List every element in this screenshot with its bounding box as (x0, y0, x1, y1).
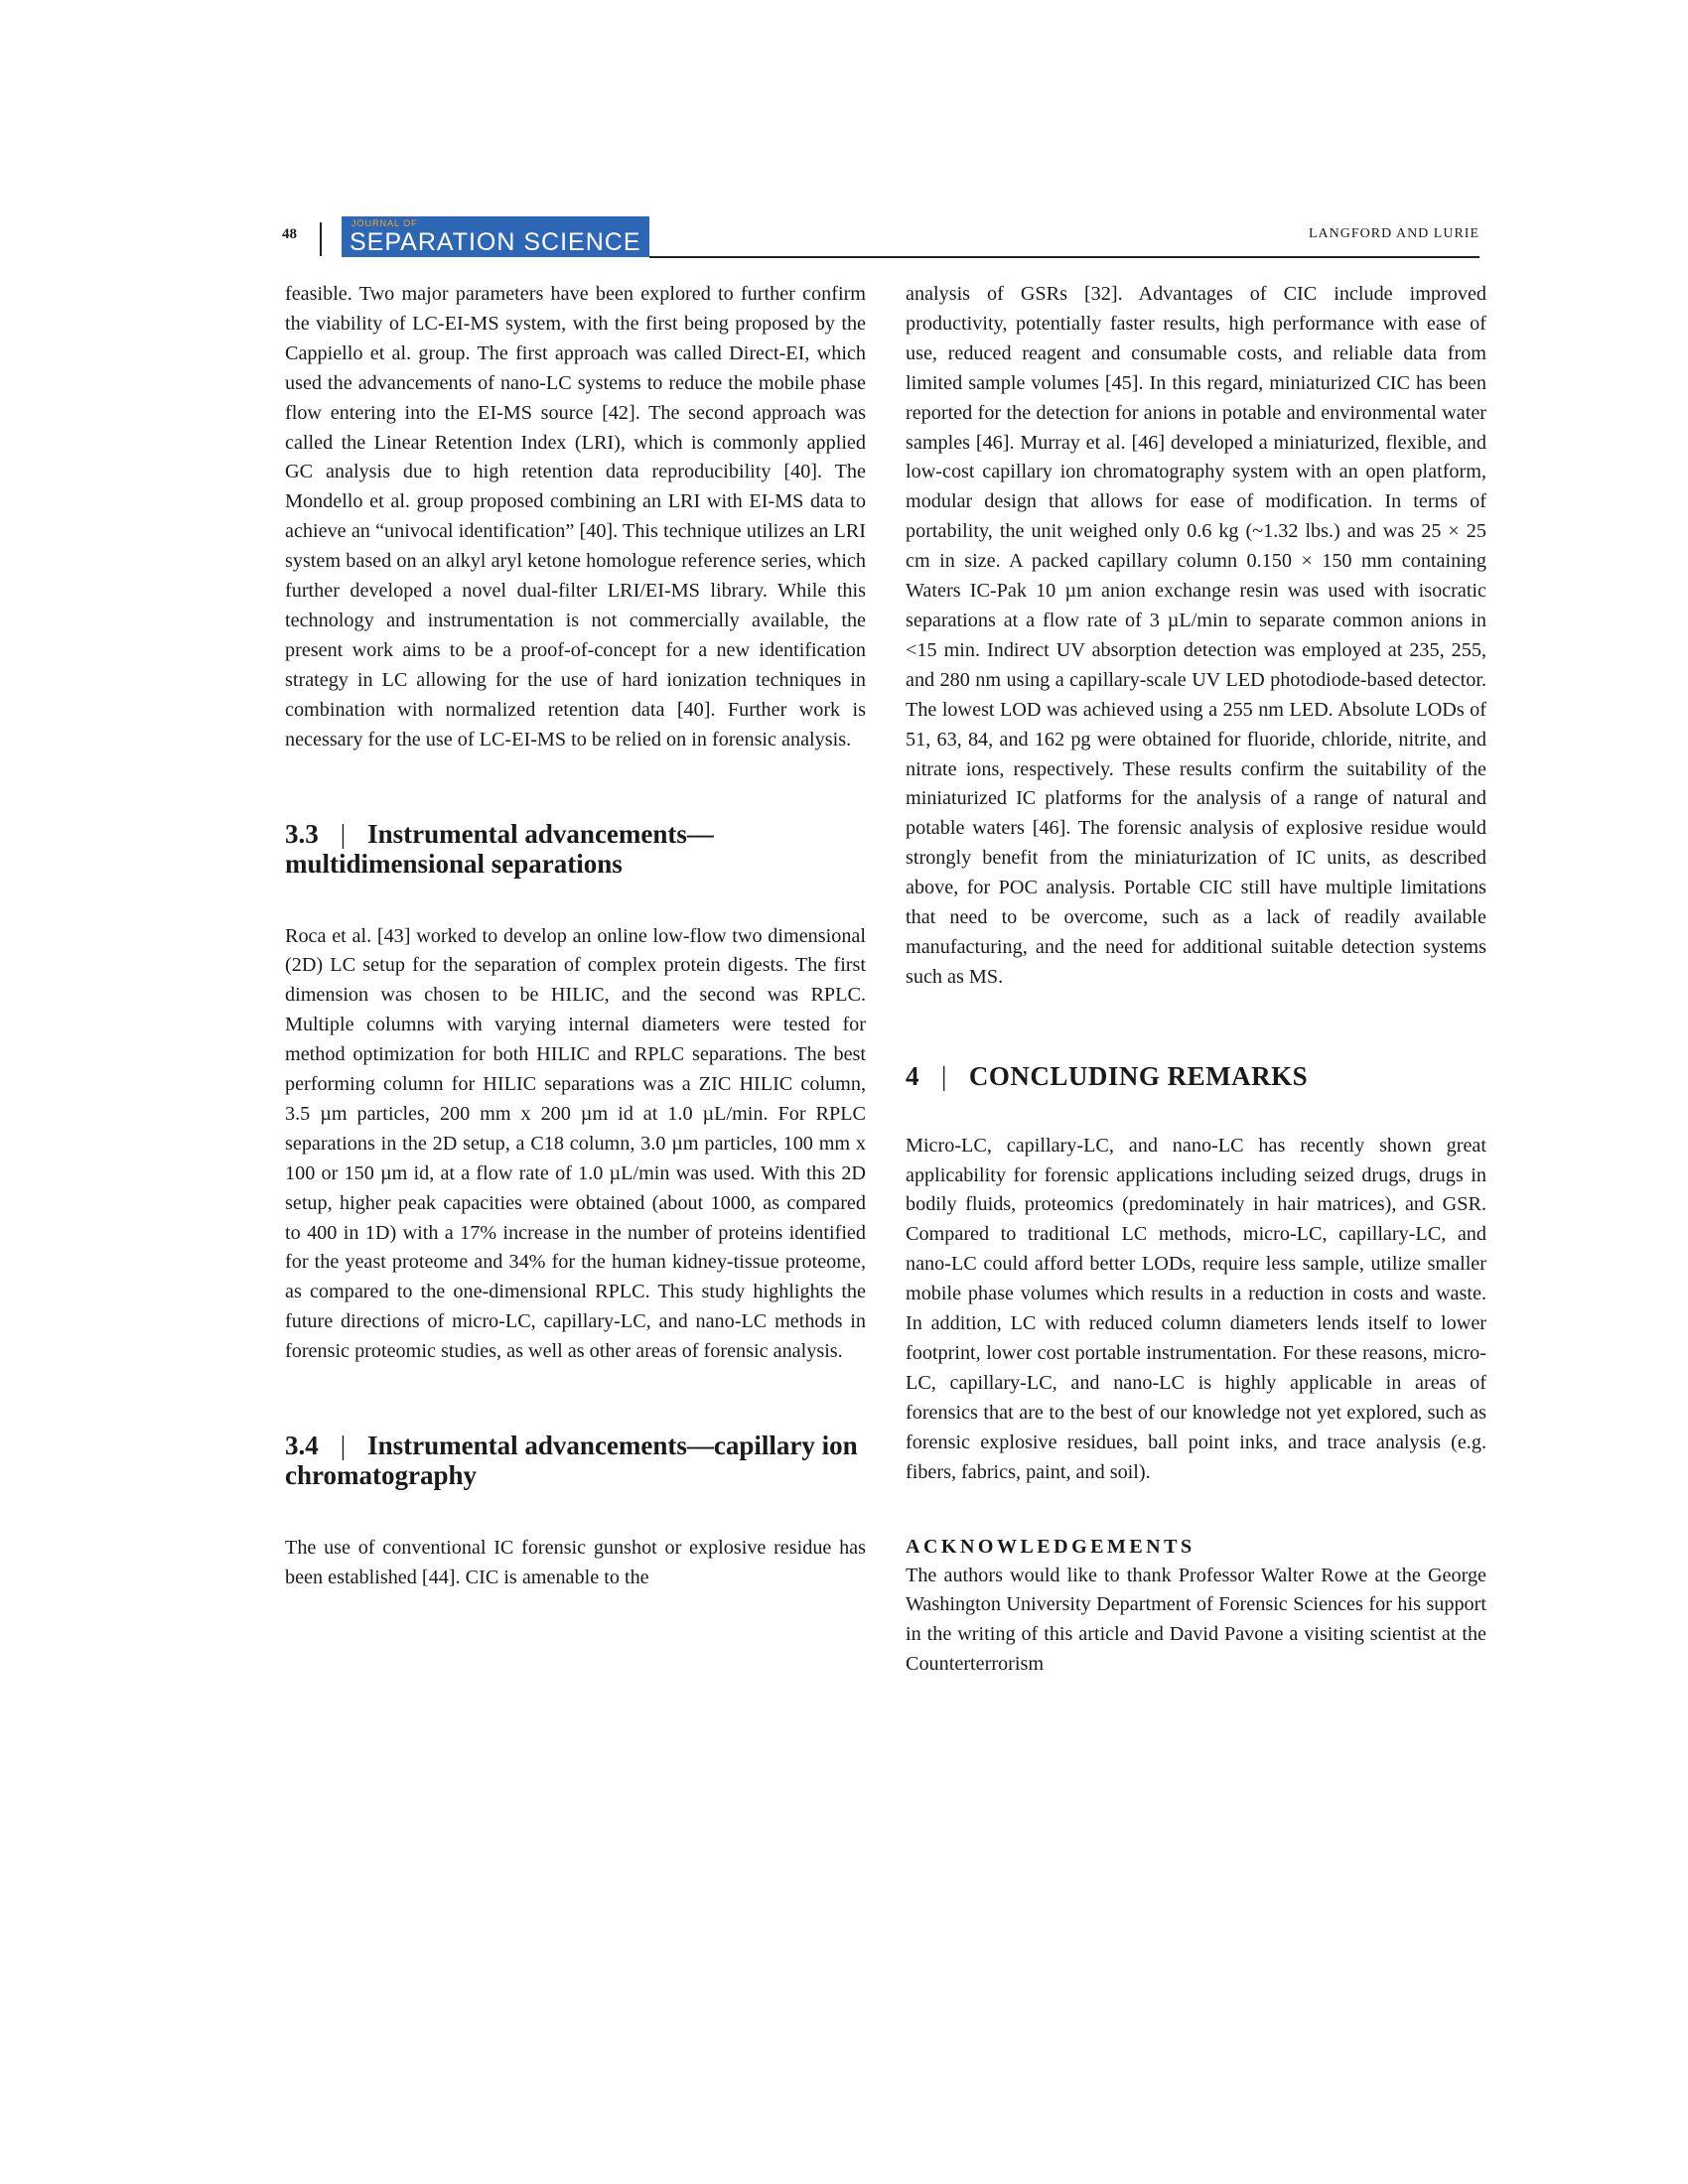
section-number: 3.4 (285, 1431, 319, 1461)
section-3-4-heading (285, 1431, 866, 1490)
section-title: Instrumental advancements—multidimensional separations (285, 818, 714, 879)
page-number: 48 (282, 226, 297, 242)
intro-paragraph: feasible. Two major parameters have been explored to further confirm the viability of LC-EI-MS system, with the first being proposed by the Cappiello et al. group. The first approach was called Direct-EI, which used the advancements of nano-LC systems to reduce the mobile phase flow entering into the EI-MS source [42]. The second approach was called the Linear Retention Index (LRI), which is commonly applied GC analysis due to high retention data reproducibility [40]. The Mondello et al. group proposed combining an LRI with EI-MS data to achieve an “univocal identification” [40]. This technique utilizes an LRI system based on an alkyl aryl ketone homologue reference series, which further developed a novel dual-filter LRI/EI-MS library. While this technology and instrumentation is not commercially available, the present work aims to be a proof-of-concept for a new identification strategy in LC allowing for the use of hard ionization techniques in combination with normalized retention data [40]. Further work is necessary for the use of LC-EI-MS to be relied on in forensic analysis. (285, 283, 866, 751)
acknowledgements-paragraph: The authors would like to thank Professor Walter Rowe at the George Washington University Department of Forensic Sciences for his support in the writing of this article and David Pavone a visiting scientist at the Counterterrorism (906, 1564, 1486, 1676)
section-number: 3.3 (285, 818, 319, 849)
section-3-3-heading (285, 819, 866, 879)
section-3-4-paragraph: The use of conventional IC forensic gunshot or explosive residue has been established [44]. CIC is amenable to the (285, 1537, 866, 1588)
section-separator: | (340, 1431, 347, 1461)
page-header (282, 216, 1479, 258)
acknowledgements-heading: ACKNOWLEDGEMENTS (906, 1535, 1196, 1558)
section-separator: | (340, 818, 347, 849)
right-column (906, 280, 1486, 1680)
section-title: Instrumental advancements—capillary ion chromatography (285, 1431, 858, 1491)
conclusion-paragraph: Micro-LC, capillary-LC, and nano-LC has recently shown great applicability for forensic applications including seized drugs, drugs in bodily fluids, proteomics (predominately in hair matrices), and GSR. Compared to traditional LC methods, micro-LC, capillary-LC, and nano-LC could afford better LODs, require less sample, utilize smaller mobile phase volumes which results in a reduction in costs and waste. In addition, LC with reduced column diameters lends itself to lower footprint, lower cost portable instrumentation. For these reasons, micro-LC, capillary-LC, and nano-LC is highly applicable in areas of forensics that are to the best of our knowledge not yet explored, such as forensic explosive residues, ball point inks, and trace analysis (e.g. fibers, fabrics, paint, and soil). (906, 1134, 1486, 1483)
journal-logo-name: SEPARATION SCIENCE (350, 228, 641, 256)
section-4-heading (906, 1062, 1486, 1092)
section-number: 4 (906, 1060, 919, 1091)
journal-logo-small-text: JOURNAL OF (352, 218, 418, 228)
left-column (285, 280, 866, 1593)
section-title: CONCLUDING REMARKS (968, 1060, 1309, 1091)
journal-logo (342, 216, 649, 257)
running-head: LANGFORD AND LURIE (1309, 226, 1479, 241)
header-rule (649, 256, 1479, 258)
cic-paragraph: analysis of GSRs [32]. Advantages of CIC include improved productivity, potentially faster results, high performance with ease of use, reduced reagent and consumable costs, and reliable data from limited sample volumes [45]. In this regard, miniaturized CIC has been reported for the detection for anions in potable and environmental water samples [46]. Murray et al. [46] developed a miniaturized, flexible, and low-cost capillary ion chromatography system with an open platform, modular design that allows for ease of modification. In terms of portability, the unit weighed only 0.6 kg (~1.32 lbs.) and was 25 × 25 cm in size. A packed capillary column 0.150 × 150 mm containing Waters IC-Pak 10 µm anion exchange resin was used with isocratic separations at a flow rate of 3 µL/min to separate common anions in <15 min. Indirect UV absorption detection was employed at 235, 255, and 280 nm using a capillary-scale UV LED photodiode-based detector. The lowest LOD was achieved using a 255 nm LED. Absolute LODs of 51, 63, 84, and 162 pg were obtained for fluoride, chloride, nitrite, and nitrate ions, respectively. These results confirm the suitability of the miniaturized IC platforms for the analysis of a range of natural and potable waters [46]. The forensic analysis of explosive residue would strongly benefit from the miniaturization of IC units, as described above, for POC analysis. Portable CIC still have multiple limitations that need to be overcome, such as a lack of readily available manufacturing, and the need for additional suitable detection systems such as MS. (906, 283, 1486, 988)
header-divider-tick (320, 222, 322, 256)
section-3-3-paragraph: Roca et al. [43] worked to develop an online low-flow two dimensional (2D) LC setup for the separation of complex protein digests. The first dimension was chosen to be HILIC, and the second was RPLC. Multiple columns with varying internal diameters were tested for method optimization for both HILIC and RPLC separations. The best performing column for HILIC separations was a ZIC HILIC column, 3.5 µm particles, 200 mm x 200 µm id at 1.0 µL/min. For RPLC separations in the 2D setup, a C18 column, 3.0 µm particles, 100 mm x 100 or 150 µm id, at a flow rate of 1.0 µL/min was used. With this 2D setup, higher peak capacities were obtained (about 1000, as compared to 400 in 1D) with a 17% increase in the number of proteins identified for the yeast proteome and 34% for the human kidney-tissue proteome, as compared to the one-dimensional RPLC. This study highlights the future directions of micro-LC, capillary-LC, and nano-LC methods in forensic proteomic studies, as well as other areas of forensic analysis. (285, 924, 866, 1363)
section-separator: | (941, 1060, 947, 1091)
